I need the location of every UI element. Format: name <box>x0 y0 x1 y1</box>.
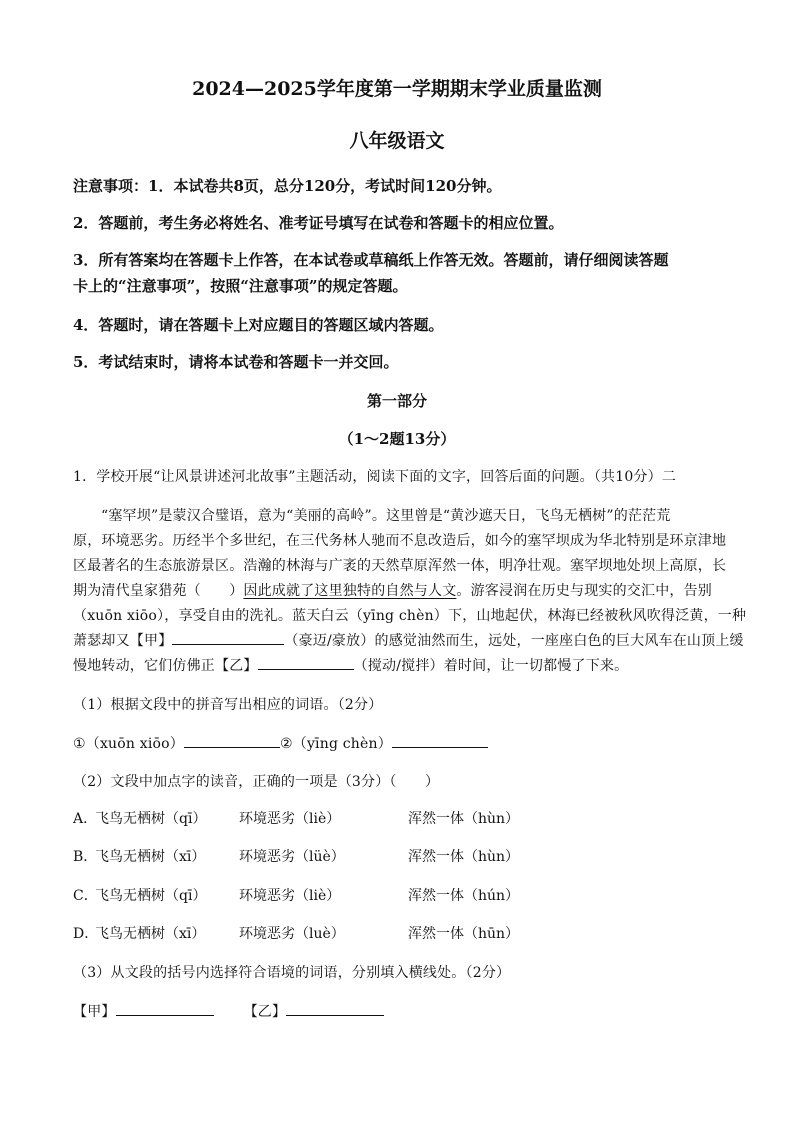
sub-question-3: （3）从文段的括号内选择符合语境的词语，分别填入横线处。（2分） <box>73 965 511 981</box>
underlined-sentence: 因此成就了这里独特的自然与人文 <box>243 583 457 599</box>
option-item: 飞鸟无栖树（qī） <box>95 888 207 904</box>
option-item: 飞鸟无栖树（xī） <box>95 849 206 865</box>
pinyin-prompt: ②（yīng chèn） <box>280 736 392 752</box>
notice-3-line1: 3．所有答案均在答题卡上作答，在本试卷或草稿纸上作答无效。答题前，请仔细阅读答题 <box>73 251 669 269</box>
passage-line: （xuōn xiōo），享受自由的洗礼。蓝天白云（yīng chèn）下，山地起伏，林海已经被秋风吹得泛黄，一种 <box>73 608 747 624</box>
option-letter: B． <box>73 849 98 865</box>
sub-question-1-answers <box>73 733 488 753</box>
option-item: 浑然一体（hùn） <box>408 811 520 827</box>
answer-blank-jia[interactable] <box>116 1001 214 1016</box>
notice-2: 2．答题前，考生务必将姓名、准考证号填写在试卷和答题卡的相应位置。 <box>73 214 564 232</box>
answer-blank[interactable] <box>184 733 280 748</box>
option-item: 飞鸟无栖树（xī） <box>95 926 206 942</box>
passage-line <box>73 655 628 675</box>
option-letter: C． <box>73 888 98 904</box>
option-item: 环境恶劣（liè） <box>239 888 341 904</box>
passage-text: （豪迈/豪放）的感觉油然而生，远处，一座座白色的巨大风车在山顶上缓 <box>284 633 744 649</box>
sub-question-2: （2）文段中加点字的读音，正确的一项是（3分）（ ） <box>73 774 440 790</box>
option-item: 飞鸟无栖树（qī） <box>95 811 207 827</box>
sub-question-3-answers <box>73 1001 384 1021</box>
passage-text: （搅动/搅拌）着时间，让一切都慢了下来。 <box>353 658 629 674</box>
option-item: 环境恶劣（liè） <box>239 811 341 827</box>
option-item: 浑然一体（hùn） <box>408 849 520 865</box>
exam-subject: 八年级语文 <box>349 130 445 152</box>
exam-title: 2024—2025学年度第一学期期末学业质量监测 <box>192 78 602 100</box>
passage-text: 慢地转动，它们仿佛正【乙】 <box>73 658 258 674</box>
option-letter: D． <box>73 926 99 942</box>
notice-4: 4．答题时，请在答题卡上对应题目的答题区域内答题。 <box>73 316 444 334</box>
passage-text: 。游客浸润在历史与现实的交汇中，告别 <box>456 583 713 599</box>
passage-text: 萧瑟却又【甲】 <box>73 633 173 649</box>
blank-yi[interactable] <box>258 655 354 670</box>
option-item: 浑然一体（hún） <box>408 888 520 904</box>
question-1-stem: 1．学校开展“让风景讲述河北故事”主题活动，阅读下面的文字，回答后面的问题。（共10分）二 <box>73 469 677 485</box>
notice-5: 5．考试结束时，请将本试卷和答题卡一并交回。 <box>73 353 399 371</box>
passage-line: 原，环境恶劣。历经半个多世纪，在三代务林人驰而不息改造后，如今的塞罕坝成为华北特别是环京津地 <box>73 533 727 549</box>
notice-1: 注意事项：1．本试卷共8页，总分120分，考试时间120分钟。 <box>73 177 502 195</box>
part-heading: 第一部分 <box>366 392 427 410</box>
passage-text: 期为清代皇家猎苑（ ） <box>73 583 244 599</box>
answer-blank-yi[interactable] <box>286 1001 384 1016</box>
answer-blank[interactable] <box>392 733 488 748</box>
passage-line <box>73 630 744 650</box>
pinyin-prompt: ①（xuōn xiōo） <box>73 736 184 752</box>
label-jia: 【甲】 <box>73 1004 116 1020</box>
blank-jia[interactable] <box>172 630 284 645</box>
option-item: 环境恶劣（luè） <box>239 926 345 942</box>
option-item: 环境恶劣（lüè） <box>239 849 345 865</box>
option-letter: A． <box>73 811 98 827</box>
option-item: 浑然一体（hūn） <box>408 926 520 942</box>
passage-line: “塞罕坝”是蒙汉合璧语，意为“美丽的高岭”。这里曾是“黄沙遮天日，飞鸟无栖树”的茫茫荒 <box>101 508 671 524</box>
label-yi: 【乙】 <box>243 1004 287 1020</box>
notice-3-line2: 卡上的“注意事项”，按照“注意事项”的规定答题。 <box>73 277 408 295</box>
part-scope: （1～2题13分） <box>338 430 456 448</box>
passage-line: 区最著名的生态旅游景区。浩瀚的林海与广袤的天然草原浑然一体，明净壮观。塞罕坝地处坝上高原，长 <box>73 558 727 574</box>
sub-question-1: （1）根据文段中的拼音写出相应的词语。（2分） <box>73 697 383 713</box>
passage-line <box>73 580 712 600</box>
